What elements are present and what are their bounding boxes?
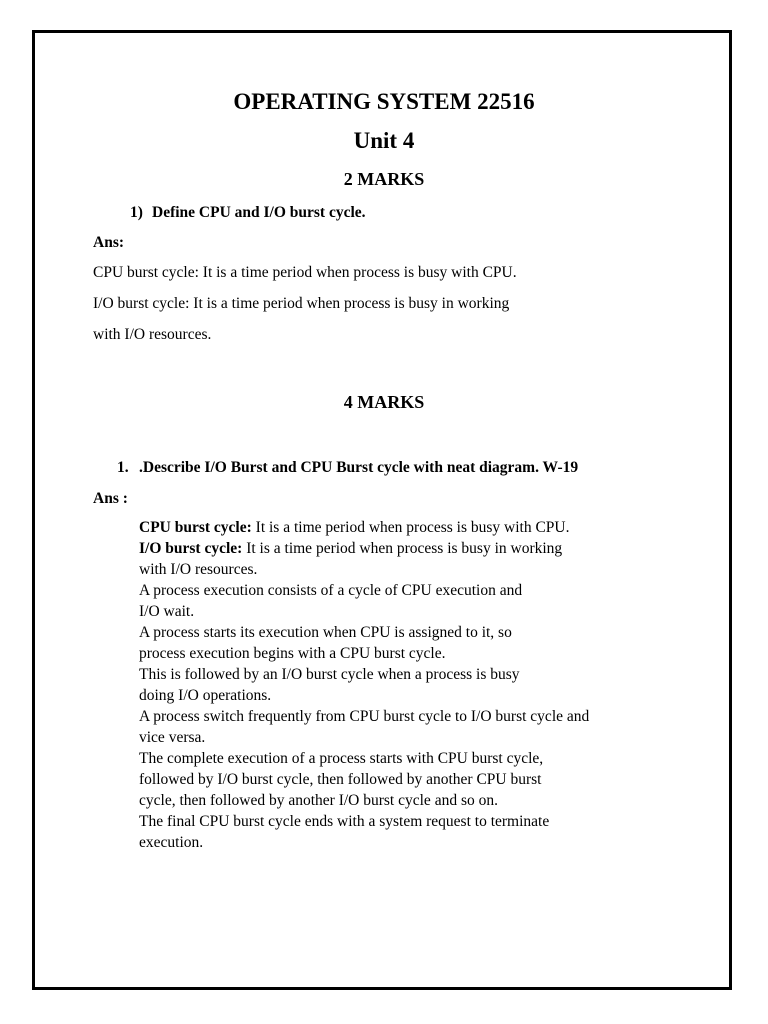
body-line: followed by I/O burst cycle, then followed by another CPU burst xyxy=(139,771,542,788)
body-line: A process execution consists of a cycle of CPU execution and xyxy=(139,582,523,599)
body-line: with I/O resources. xyxy=(139,561,258,578)
body-line: I/O wait. xyxy=(139,603,195,620)
question-4-marks-1 xyxy=(117,458,578,478)
answer-label: Ans: xyxy=(93,234,125,251)
io-burst-definition xyxy=(139,538,699,559)
answer-label: Ans : xyxy=(93,490,128,507)
io-burst-term: I/O burst cycle: xyxy=(139,540,243,557)
body-line: process execution begins with a CPU burst cycle. xyxy=(139,645,446,662)
cpu-burst-text: It is a time period when process is busy with CPU. xyxy=(251,519,570,536)
question-2-marks-1 xyxy=(130,203,366,223)
cpu-burst-term: CPU burst cycle: xyxy=(139,519,252,536)
body-line: execution. xyxy=(139,834,204,851)
body-line: The complete execution of a process starts with CPU burst cycle, xyxy=(139,750,544,767)
document-title: OPERATING SYSTEM 22516 xyxy=(233,89,535,114)
question-number: 1) xyxy=(130,204,143,221)
question-text: .Describe I/O Burst and CPU Burst cycle with neat diagram. W-19 xyxy=(139,459,579,476)
unit-heading: Unit 4 xyxy=(353,128,415,153)
io-burst-text: It is a time period when process is busy in working xyxy=(242,540,563,557)
question-text: Define CPU and I/O burst cycle. xyxy=(152,204,366,221)
body-line: A process starts its execution when CPU is assigned to it, so xyxy=(139,624,512,641)
body-line: cycle, then followed by another I/O burst cycle and so on. xyxy=(139,792,498,809)
body-line: doing I/O operations. xyxy=(139,687,272,704)
answer-body xyxy=(139,517,699,853)
question-number: 1. xyxy=(117,459,129,476)
body-line: A process switch frequently from CPU burst cycle to I/O burst cycle and xyxy=(139,708,590,725)
body-line: The final CPU burst cycle ends with a system request to terminate xyxy=(139,813,550,830)
body-line: vice versa. xyxy=(139,729,206,746)
answer-line: CPU burst cycle: It is a time period when process is busy with CPU. xyxy=(93,264,517,281)
answer-line: with I/O resources. xyxy=(93,326,212,343)
section-4-marks-heading: 4 MARKS xyxy=(343,392,425,412)
body-line: This is followed by an I/O burst cycle when a process is busy xyxy=(139,666,520,683)
cpu-burst-definition xyxy=(139,517,699,538)
section-2-marks-heading: 2 MARKS xyxy=(343,169,425,189)
answer-line: I/O burst cycle: It is a time period when process is busy in working xyxy=(93,295,510,312)
